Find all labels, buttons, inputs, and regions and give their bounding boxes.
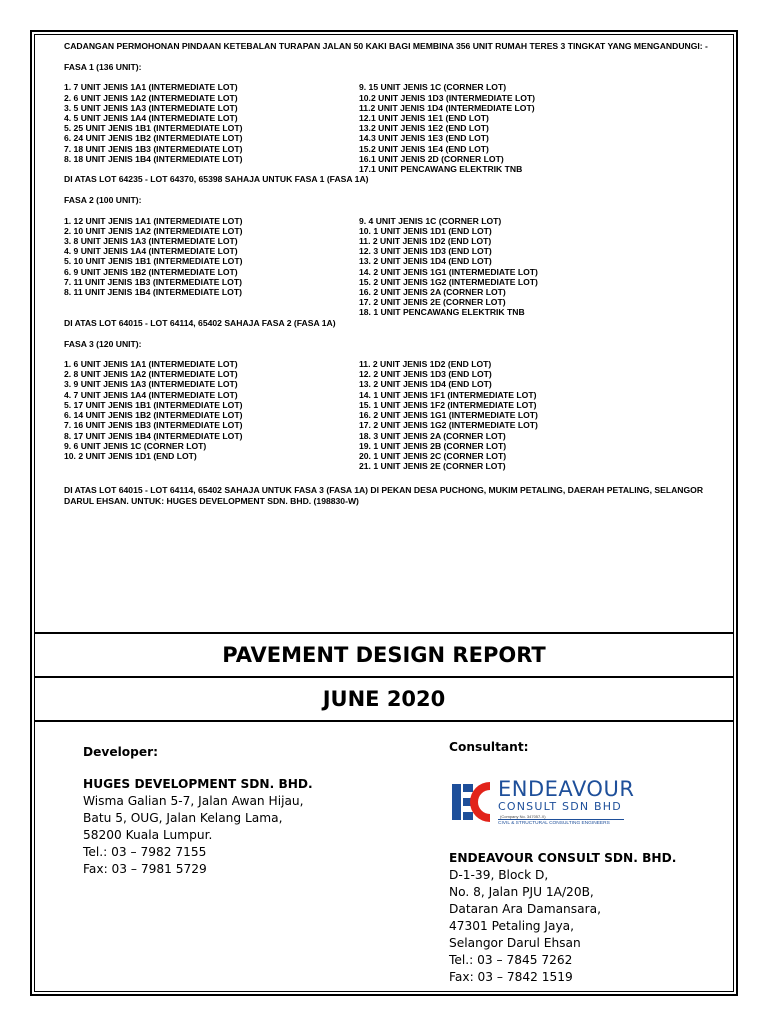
list-item: 5. 25 UNIT JENIS 1B1 (INTERMEDIATE LOT) [64,123,243,134]
list-item: 4. 9 UNIT JENIS 1A4 (INTERMEDIATE LOT) [64,246,238,257]
logo-sub: CONSULT SDN BHD [498,800,622,813]
intro-text: CADANGAN PERMOHONAN PINDAAN KETEBALAN TURAPAN JALAN 50 KAKI BAGI MEMBINA 356 UNIT RUMAH TERES 3 TINGKAT YANG MENGANDUNGI: - [64,41,708,51]
fasa3-left-list [64,359,359,461]
list-item: Tel.: 03 – 7845 7262 [449,953,573,967]
list-item: 5. 10 UNIT JENIS 1B1 (INTERMEDIATE LOT) [64,256,243,267]
fasa3-lot: DI ATAS LOT 64015 - LOT 64114, 65402 SAHAJA UNTUK FASA 3 (FASA 1A) DI PEKAN DESA PUCHONG, MUKIM PETALING, DAERAH PETALING, SELANGOR DARUL EHSAN. UNTUK: HUGES DEVELOPMENT SDN. BHD. (198830-W) [64,485,704,506]
fasa3-lists [64,359,714,471]
list-item: 12. 2 UNIT JENIS 1D3 (END LOT) [359,369,492,380]
list-item: 47301 Petaling Jaya, [449,919,575,933]
list-item: Tel.: 03 – 7982 7155 [83,845,207,859]
list-item: 18. 3 UNIT JENIS 2A (CORNER LOT) [359,430,506,441]
list-item: Fax: 03 – 7981 5729 [83,862,207,876]
fasa1-lot: DI ATAS LOT 64235 - LOT 64370, 65398 SAHAJA UNTUK FASA 1 (FASA 1A) [64,174,369,185]
developer-block [83,744,313,878]
list-item: 6. 9 UNIT JENIS 1B2 (INTERMEDIATE LOT) [64,266,238,277]
fasa1-title: FASA 1 (136 UNIT): [64,62,142,73]
fasa3-right-list [359,359,714,471]
fasa3-title: FASA 3 (120 UNIT): [64,338,142,349]
list-item: 13. 2 UNIT JENIS 1D4 (END LOT) [359,256,492,267]
list-item: 16. 2 UNIT JENIS 1G1 (INTERMEDIATE LOT) [359,410,538,421]
list-item: 11. 2 UNIT JENIS 1D2 (END LOT) [359,236,492,247]
list-item: 18. 1 UNIT PENCAWANG ELEKTRIK TNB [359,307,525,318]
list-item: 11.2 UNIT JENIS 1D4 (INTERMEDIATE LOT) [359,102,535,113]
logo-tagline: CIVIL & STRUCTURAL CONSULTING ENGINEERS [498,819,624,826]
developer-company: HUGES DEVELOPMENT SDN. BHD. [83,777,313,791]
list-item: 13.2 UNIT JENIS 1E2 (END LOT) [359,123,489,134]
list-item: 3. 9 UNIT JENIS 1A3 (INTERMEDIATE LOT) [64,379,238,390]
list-item: 14. 1 UNIT JENIS 1F1 (INTERMEDIATE LOT) [359,389,537,400]
list-item: 3. 5 UNIT JENIS 1A3 (INTERMEDIATE LOT) [64,102,238,113]
list-item: 20. 1 UNIT JENIS 2C (CORNER LOT) [359,450,507,461]
list-item: Fax: 03 – 7842 1519 [449,970,573,984]
list-item: 1. 7 UNIT JENIS 1A1 (INTERMEDIATE LOT) [64,82,238,93]
consultant-heading: Consultant: [449,740,529,754]
report-title-band [34,632,734,676]
list-item: 8. 18 UNIT JENIS 1B4 (INTERMEDIATE LOT) [64,153,243,164]
report-title: PAVEMENT DESIGN REPORT [222,643,546,667]
list-item: 9. 4 UNIT JENIS 1C (CORNER LOT) [359,215,502,226]
list-item: Wisma Galian 5-7, Jalan Awan Hijau, [83,794,304,808]
list-item: 58200 Kuala Lumpur. [83,828,213,842]
list-item: 15. 1 UNIT JENIS 1F2 (INTERMEDIATE LOT) [359,399,537,410]
endeavour-logo-mark [450,776,496,828]
list-item: Selangor Darul Ehsan [449,936,581,950]
list-item: 4. 5 UNIT JENIS 1A4 (INTERMEDIATE LOT) [64,113,238,124]
list-item: 3. 8 UNIT JENIS 1A3 (INTERMEDIATE LOT) [64,236,238,247]
list-item: 13. 2 UNIT JENIS 1D4 (END LOT) [359,379,492,390]
logo-company-no: (Company No. 347057-X) [500,814,546,819]
list-item: 14.3 UNIT JENIS 1E3 (END LOT) [359,133,489,144]
fasa1-lists [64,82,714,174]
report-date: JUNE 2020 [322,687,446,711]
list-item: No. 8, Jalan PJU 1A/20B, [449,885,594,899]
list-item: 7. 18 UNIT JENIS 1B3 (INTERMEDIATE LOT) [64,143,243,154]
developer-heading: Developer: [83,745,159,759]
list-item: 4. 7 UNIT JENIS 1A4 (INTERMEDIATE LOT) [64,389,238,400]
list-item: 5. 17 UNIT JENIS 1B1 (INTERMEDIATE LOT) [64,399,243,410]
list-item: Batu 5, OUG, Jalan Kelang Lama, [83,811,283,825]
list-item: 16. 2 UNIT JENIS 2A (CORNER LOT) [359,287,506,298]
fasa1-left-list [64,82,359,164]
consultant-address [449,867,676,986]
list-item: 2. 8 UNIT JENIS 1A2 (INTERMEDIATE LOT) [64,369,238,380]
list-item: 16.1 UNIT JENIS 2D (CORNER LOT) [359,153,504,164]
fasa2-right-list [359,216,714,318]
list-item: 15. 2 UNIT JENIS 1G2 (INTERMEDIATE LOT) [359,276,538,287]
list-item: 1. 6 UNIT JENIS 1A1 (INTERMEDIATE LOT) [64,359,238,370]
list-item: 19. 1 UNIT JENIS 2B (CORNER LOT) [359,440,507,451]
list-item: 2. 10 UNIT JENIS 1A2 (INTERMEDIATE LOT) [64,225,243,236]
list-item: 7. 11 UNIT JENIS 1B3 (INTERMEDIATE LOT) [64,276,242,287]
project-description [64,41,714,506]
list-item: 10.2 UNIT JENIS 1D3 (INTERMEDIATE LOT) [359,92,536,103]
consultant-company: ENDEAVOUR CONSULT SDN. BHD. [449,851,677,865]
list-item: 15.2 UNIT JENIS 1E4 (END LOT) [359,143,489,154]
consultant-block [449,850,676,986]
logo-name: ENDEAVOUR [498,777,635,801]
list-item: Dataran Ara Damansara, [449,902,601,916]
fasa2-lot: DI ATAS LOT 64015 - LOT 64114, 65402 SAHAJA FASA 2 (FASA 1A) [64,317,336,328]
list-item: 10. 1 UNIT JENIS 1D1 (END LOT) [359,225,492,236]
list-item: 6. 14 UNIT JENIS 1B2 (INTERMEDIATE LOT) [64,410,243,421]
list-item: 17.1 UNIT PENCAWANG ELEKTRIK TNB [359,164,523,175]
list-item: 17. 2 UNIT JENIS 2E (CORNER LOT) [359,297,506,308]
developer-address [83,793,313,878]
list-item: 10. 2 UNIT JENIS 1D1 (END LOT) [64,450,197,461]
list-item: 9. 6 UNIT JENIS 1C (CORNER LOT) [64,440,207,451]
list-item: 21. 1 UNIT JENIS 2E (CORNER LOT) [359,461,506,472]
list-item: 17. 2 UNIT JENIS 1G2 (INTERMEDIATE LOT) [359,420,538,431]
fasa2-title: FASA 2 (100 UNIT): [64,195,142,206]
list-item: 14. 2 UNIT JENIS 1G1 (INTERMEDIATE LOT) [359,266,538,277]
fasa2-left-list [64,216,359,298]
endeavour-logo [450,776,640,828]
list-item: 12.1 UNIT JENIS 1E1 (END LOT) [359,113,489,124]
list-item: 8. 17 UNIT JENIS 1B4 (INTERMEDIATE LOT) [64,430,243,441]
list-item: 12. 3 UNIT JENIS 1D3 (END LOT) [359,246,492,257]
list-item: 2. 6 UNIT JENIS 1A2 (INTERMEDIATE LOT) [64,92,238,103]
fasa1-right-list [359,82,714,174]
list-item: D-1-39, Block D, [449,868,549,882]
list-item: 6. 24 UNIT JENIS 1B2 (INTERMEDIATE LOT) [64,133,243,144]
fasa2-lists [64,216,714,318]
list-item: 8. 11 UNIT JENIS 1B4 (INTERMEDIATE LOT) [64,287,242,298]
list-item: 11. 2 UNIT JENIS 1D2 (END LOT) [359,359,492,370]
list-item: 9. 15 UNIT JENIS 1C (CORNER LOT) [359,82,507,93]
list-item: 1. 12 UNIT JENIS 1A1 (INTERMEDIATE LOT) [64,215,243,226]
list-item: 7. 16 UNIT JENIS 1B3 (INTERMEDIATE LOT) [64,420,243,431]
report-date-band [34,676,734,722]
